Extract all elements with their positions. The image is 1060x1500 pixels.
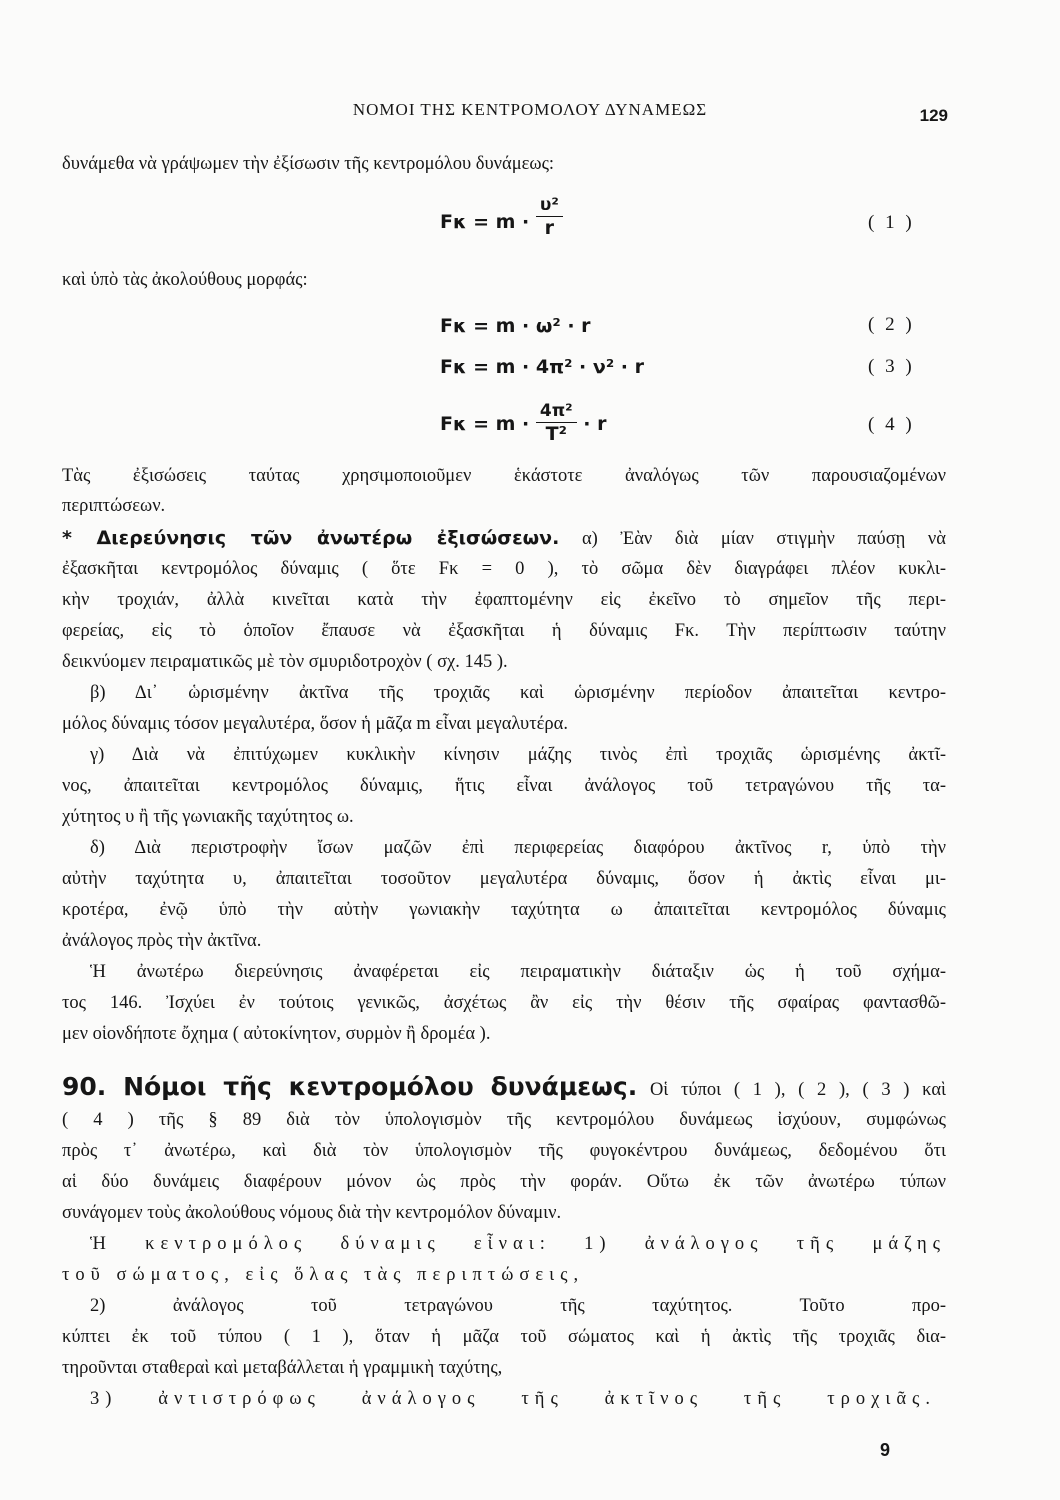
section-90-line-1-text: Οἱ τύποι ( 1 ), ( 2 ), ( 3 ) καὶ	[649, 1080, 947, 1100]
paragraph-3-line-1: β) Δι᾽ ὡρισμένην ἀκτῖνα τῆς τροχιᾶς καὶ ὡρισμένην περίοδον ἀπαιτεῖται κεντρο-	[90, 683, 946, 703]
equation-2: Fκ = m · ω² · r	[440, 315, 591, 337]
equation-4-denominator: T²	[545, 423, 567, 445]
equation-1-fraction	[536, 194, 563, 239]
law-3: 3) ἀντιστρόφως ἀνάλογος τῆς ἀκτῖνος τῆς τροχιᾶς.	[90, 1389, 936, 1409]
equation-2-number: ( 2 )	[868, 314, 915, 335]
signature-mark: 9	[880, 1440, 891, 1460]
paragraph-5-line-4: ἀνάλογος πρὸς τὴν ἀκτῖνα.	[62, 931, 262, 951]
law-2-line-1: 2) ἀνάλογος τοῦ τετραγώνου τῆς ταχύτητος. Τοῦτο προ-	[90, 1296, 946, 1316]
paragraph-5-line-1: δ) Διὰ περιστροφὴν ἴσων μαζῶν ἐπὶ περιφερείας διαφόρου ἀκτῖνος r, ὑπὸ τὴν	[90, 838, 946, 858]
paragraph-6-line-1: Ἡ ἀνωτέρω διερεύνησις ἀναφέρεται εἰς πειραματικὴν διάταξιν ὡς ἡ τοῦ σχήμα-	[90, 962, 946, 982]
paragraph-2-line-2: ἐξασκῆται κεντρομόλος δύναμις ( ὅτε Fκ = 0 ), τὸ σῶμα δὲν διαγράφει πλέον κυκλι-	[62, 559, 946, 579]
paragraph-1-line-1: Τὰς ἐξισώσεις ταύτας χρησιμοποιοῦμεν ἑκάστοτε ἀναλόγως τῶν παρουσιαζομένων	[62, 466, 946, 486]
paragraph-1-line-2: περιπτώσεων.	[62, 496, 166, 516]
paragraph-3-line-2: μόλος δύναμις τόσον μεγαλυτέρα, ὅσον ἡ μᾶζα m εἶναι μεγαλυτέρα.	[62, 714, 568, 734]
law-2-line-2: κύπτει ἐκ τοῦ τύπου ( 1 ), ὅταν ἡ μᾶζα τοῦ σώματος καὶ ἡ ἀκτὶς τῆς τροχιᾶς δια-	[62, 1327, 946, 1347]
equation-1-denominator: r	[544, 217, 555, 239]
equation-4-fraction	[536, 400, 577, 445]
running-title: ΝΟΜΟΙ ΤΗΣ ΚΕΝΤΡΟΜΟΛΟΥ ΔΥΝΑΜΕΩΣ	[352, 100, 708, 119]
equation-4	[440, 402, 606, 447]
paragraph-5-line-3: κροτέρα, ἐνῷ ὑπὸ τὴν αὐτὴν γωνιακὴν ταχύτητα ω ἀπαιτεῖται κεντρομόλος δύναμις	[62, 900, 946, 920]
section-90-line-2: ( 4 ) τῆς § 89 διὰ τὸν ὑπολογισμὸν τῆς κεντρομόλου δυνάμεως ἰσχύουν, συμφώνως	[62, 1110, 946, 1130]
equation-1-numerator: υ²	[536, 194, 563, 217]
discussion-heading: * Διερεύνησις τῶν ἀνωτέρω ἐξισώσεων.	[62, 527, 560, 549]
paragraph-2-line-5: δεικνύομεν πειραματικῶς μὲ τὸν σμυριδοτροχὸν ( σχ. 145 ).	[62, 652, 508, 672]
paragraph-4-line-1: γ) Διὰ νὰ ἐπιτύχωμεν κυκλικὴν κίνησιν μάζης τινὸς ἐπὶ τροχιᾶς ὡρισμένης ἀκτῖ-	[90, 745, 946, 765]
paragraph-4-line-3: χύτητος υ ἢ τῆς γωνιακῆς ταχύτητος ω.	[62, 807, 354, 827]
equation-1-lhs: Fκ = m ·	[440, 211, 530, 233]
equation-1-number: ( 1 )	[868, 212, 915, 233]
paragraph-6-line-2: τος 146. Ἰσχύει ἐν τούτοις γενικῶς, ἀσχέτως ἂν εἰς τὴν θέσιν τῆς σφαίρας φαντασθῶ-	[62, 993, 946, 1013]
paragraph-6-line-3: μεν οἱονδήποτε ὄχημα ( αὐτοκίνητον, συρμὸν ἢ δρομέα ).	[62, 1024, 491, 1044]
law-1-continuation: τοῦ σώματος, εἰς ὅλας τὰς περιπτώσεις,	[62, 1265, 585, 1285]
law-intro: Ἡ κεντρομόλος δύναμις εἶναι: 1) ἀνάλογος τῆς μάζης	[90, 1234, 946, 1254]
intro-line-1: δυνάμεθα νὰ γράψωμεν τὴν ἐξίσωσιν τῆς κεντρομόλου δυνάμεως:	[62, 154, 555, 174]
paragraph-5-line-2: αὐτὴν ταχύτητα υ, ἀπαιτεῖται τοσοῦτον μεγαλυτέρα δύναμις, ὅσον ἡ ἀκτὶς εἶναι μι-	[62, 869, 946, 889]
page-number: 129	[919, 106, 948, 125]
section-90-title: 90. Νόμοι τῆς κεντρομόλου δυνάμεως.	[62, 1072, 638, 1101]
intro-line-2: καὶ ὑπὸ τὰς ἀκολούθους μορφάς:	[62, 270, 308, 290]
equation-4-lhs: Fκ = m ·	[440, 413, 530, 435]
paragraph-2-line-3: κὴν τροχιάν, ἀλλὰ κινεῖται κατὰ τὴν ἐφαπτομένην εἰς ἐκεῖνο τὸ σημεῖον τῆς περι-	[62, 590, 946, 610]
paragraph-4-line-2: νος, ἀπαιτεῖται κεντρομόλος δύναμις, ἥτις εἶναι ἀνάλογος τοῦ τετραγώνου τῆς τα-	[62, 776, 946, 796]
paragraph-2-line-1-text: α) Ἐὰν διὰ μίαν στιγμὴν παύσῃ νὰ	[581, 529, 946, 549]
equation-1	[440, 195, 563, 245]
equation-3: Fκ = m · 4π² · ν² · r	[440, 356, 644, 378]
equation-4-numerator: 4π²	[536, 400, 577, 423]
law-2-line-3: τηροῦνται σταθεραὶ καὶ μεταβάλλεται ἡ γραμμικὴ ταχύτης,	[62, 1358, 503, 1378]
section-90-line-1	[62, 1072, 946, 1105]
section-90-line-3: πρὸς τ᾽ ἀνωτέρω, καὶ διὰ τὸν ὑπολογισμὸν τῆς φυγοκέντρου δυνάμεως, δεδομένου ὅτι	[62, 1141, 946, 1161]
section-90-line-5: συνάγομεν τοὺς ἀκολούθους νόμους διὰ τὴν κεντρομόλον δύναμιν.	[62, 1203, 562, 1223]
equation-3-number: ( 3 )	[868, 356, 915, 377]
section-90-line-4: αἱ δύο δυνάμεις διαφέρουν μόνον ὡς πρὸς τὴν φοράν. Οὕτω ἐκ τῶν ἀνωτέρω τύπων	[62, 1172, 946, 1192]
paragraph-2-line-1	[62, 526, 946, 551]
equation-4-number: ( 4 )	[868, 414, 915, 435]
paragraph-2-line-4: φερείας, εἰς τὸ ὁποῖον ἔπαυσε νὰ ἐξασκῆται ἡ δύναμις Fκ. Τὴν περίπτωσιν ταύτην	[62, 621, 946, 641]
equation-4-rhs: · r	[583, 413, 607, 435]
